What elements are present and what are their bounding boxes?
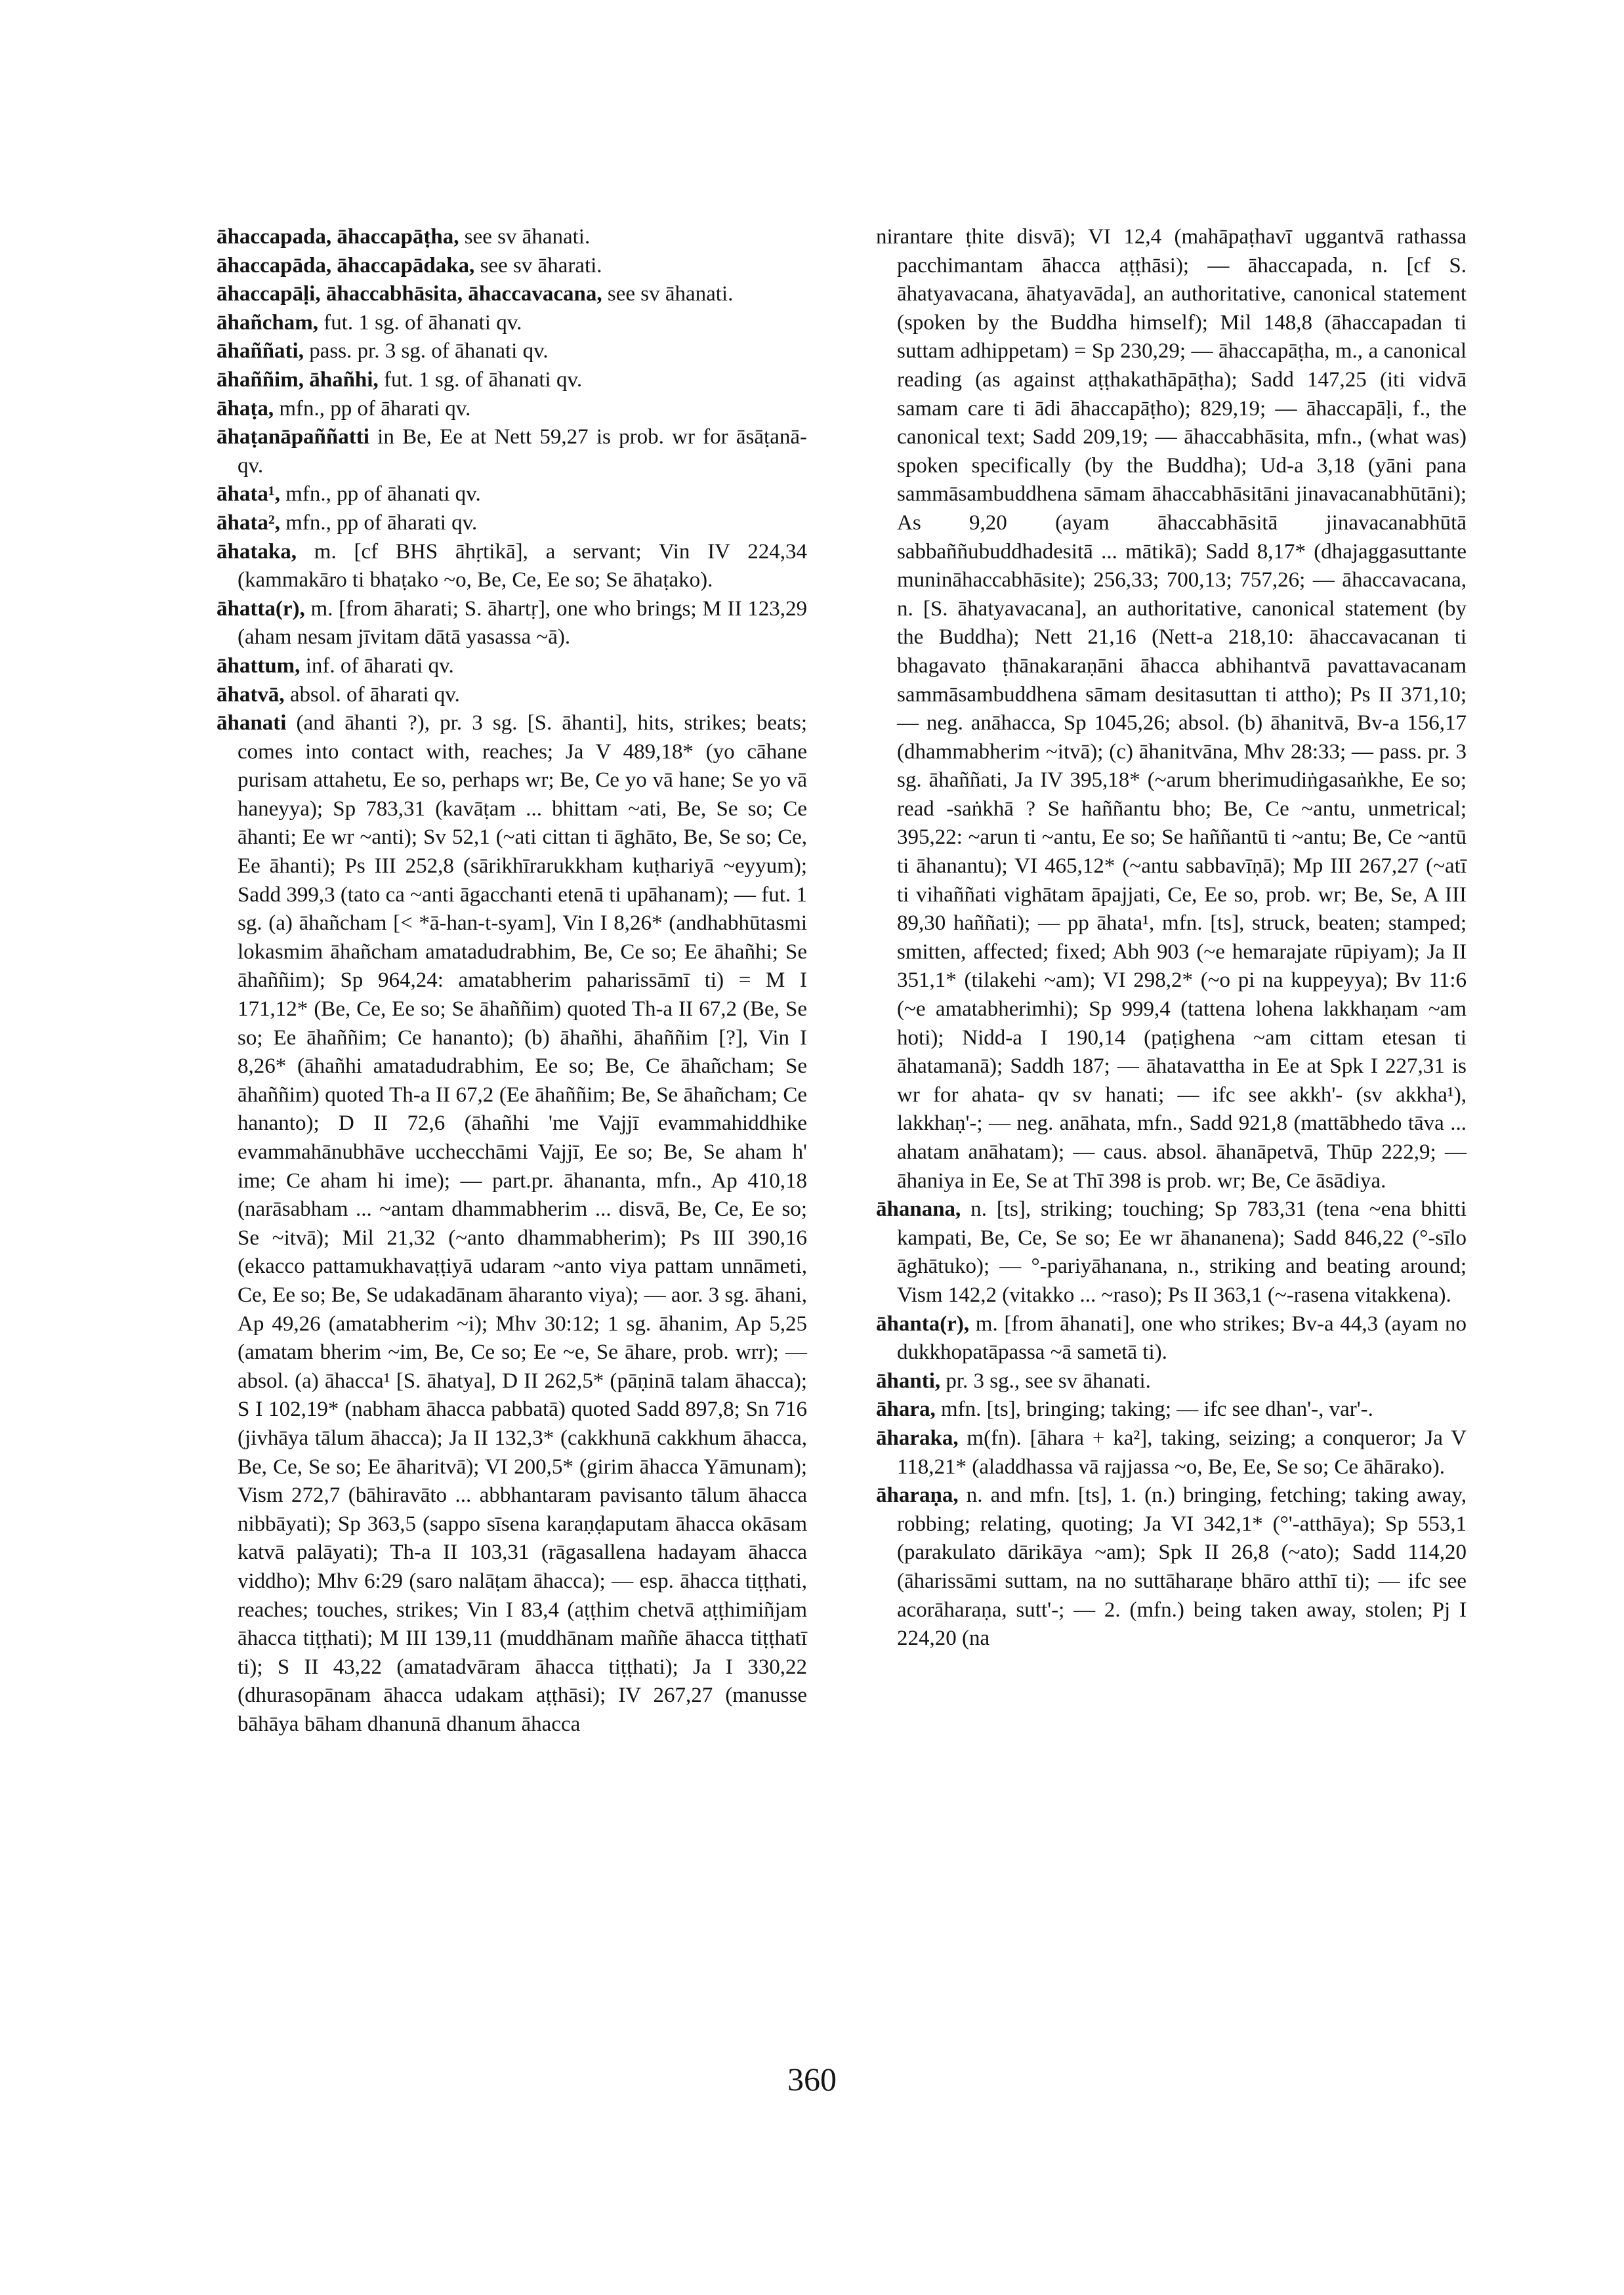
headword: āhataka, <box>217 539 297 564</box>
headword: āhanti, <box>876 1369 941 1393</box>
entry-body: n. and mfn. [ts], 1. (n.) bringing, fetching; taking away, robbing; relating, quoting; Ja VI 342,1* (°'-atthāya); Sp 553,1 (parakulato dārikāya ~am); Spk II 26,8 (~ato); Sadd 114,20 (āharissāmi suttam, na no suttāharaṇe bhāro atthī ti); — ifc see acorāharaṇa, sutt'-; — 2. (mfn.) being taken away, stolen; Pj I 224,20 (na <box>897 1483 1467 1651</box>
dictionary-entry <box>876 1396 1467 1424</box>
entry-body: pass. pr. 3 sg. of āhanati qv. <box>303 339 549 363</box>
dictionary-entry <box>217 595 807 652</box>
entry-body: in Be, Ee at Nett 59,27 is prob. wr for āsāṭanā- qv. <box>238 425 807 478</box>
headword: āhañcham, <box>217 310 318 335</box>
dictionary-entry <box>217 423 807 480</box>
entry-body: mfn., pp of āharati qv. <box>274 396 471 421</box>
page-number: 360 <box>787 2061 837 2098</box>
entry-body: absol. of āharati qv. <box>284 682 460 707</box>
headword: āhaccapada, āhaccapāṭha, <box>217 225 459 249</box>
entry-body: fut. 1 sg. of āhanati qv. <box>318 310 522 335</box>
dictionary-entry <box>217 480 807 509</box>
entry-body: n. [ts], striking; touching; Sp 783,31 (tena ~ena bhitti kampati, Be, Ce, Se so; Ee wr āhananena); Sadd 846,22 (°-sīlo āghātuko); — °-pariyāhanana, n., striking and beating around; Vism 142,2 (vitakko ... ~raso); Ps II 363,1 (~-rasena vitakkena). <box>897 1197 1467 1307</box>
entry-body: m. [cf BHS āhṛtikā], a servant; Vin IV 224,34 (kammakāro ti bhaṭako ~o, Be, Ce, Ee so; Se āhaṭako). <box>238 539 807 592</box>
dictionary-entry <box>217 652 807 681</box>
entry-body: mfn., pp of āharati qv. <box>280 510 478 535</box>
entry-body: see sv āharati. <box>474 253 602 278</box>
headword: āharaka, <box>876 1426 959 1450</box>
headword: āhanta(r), <box>876 1312 970 1336</box>
headword: āhaṭa, <box>217 396 274 421</box>
entry-body: mfn. [ts], bringing; taking; — ifc see dhan'-, var'-. <box>935 1397 1373 1422</box>
headword: āhata², <box>217 510 280 535</box>
headword: āhaṭanāpaññatti <box>217 425 369 449</box>
dictionary-entry <box>217 509 807 538</box>
headword: āhattum, <box>217 653 301 678</box>
entry-body: see sv āhanati. <box>602 282 734 306</box>
dictionary-entry <box>217 366 807 395</box>
headword: āhatvā, <box>217 682 285 707</box>
dictionary-entry <box>217 280 807 309</box>
entry-body: inf. of āharati qv. <box>300 653 454 678</box>
dictionary-entry <box>876 223 1467 1195</box>
entry-body: m(fn). [āhara + ka²], taking, seizing; a conqueror; Ja V 118,21* (aladdhassa vā rajjassa ~o, Be, Ee, Se so; Ce āhārako). <box>897 1426 1467 1479</box>
headword: āhanana, <box>876 1197 961 1222</box>
dictionary-entry <box>876 1367 1467 1396</box>
dictionary-entry <box>217 337 807 366</box>
dictionary-entry <box>217 709 807 1739</box>
dictionary-entry <box>217 538 807 595</box>
headword: āhara, <box>876 1397 936 1422</box>
entry-body: m. [from āharati; S. āhartṛ], one who brings; M II 123,29 (aham nesam jīvitam dātā yasassa ~ā). <box>238 596 807 650</box>
dictionary-entry <box>876 1195 1467 1310</box>
entry-body: (and āhanti ?), pr. 3 sg. [S. āhanti], hits, strikes; beats; comes into contact with, reaches; Ja V 489,18* (yo cāhane purisam attahetu, Ee so, perhaps wr; Be, Ce yo vā hane; Se yo vā haneyya); Sp 783,31 (kavāṭam ... bhittam ~ati, Be, Se so; Ce āhanti; Ee wr ~anti); Sv 52,1 (~ati cittan ti āghāto, Be, Se so; Ce, Ee āhanti); Ps III 252,8 (sārikhīrarukkham kuṭhariyā ~eyyum); Sadd 399,3 (tato ca ~anti āgacchanti etenā ti upāhanam); — fut. 1 sg. (a) āhañcham [< *ā-han-t-syam], Vin I 8,26* (andhabhūtasmi lokasmim āhañcham amatadudrabhim, Be, Ce so; Ee āhañhi; Se āhaññim); Sp 964,24: amatabherim paharissāmī ti) = M I 171,12* (Be, Ce, Ee so; Se āhaññim) quoted Th-a II 67,2 (Be, Se so; Ee āhaññim; Ce hananto); (b) āhañhi, āhaññim [?], Vin I 8,26* (āhañhi amatadudrabhim, Ee so; Be, Ce āhañcham; Se āhaññim) quoted Th-a II 67,2 (Ee āhaññim; Be, Se āhañcham; Ce hananto); D II 72,6 (āhañhi 'me Vajjī evammahiddhike evammahānubhāve ucchecchāmi Vajjī, Ee so; Be, Se aham h' ime; Ce aham hi ime); — part.pr. āhananta, mfn., Ap 410,18 (narāsabham ... ~antam dhammabherim ... disvā, Be, Ce, Ee so; Se ~itvā); Mil 21,32 (~anto dhammabherim); Ps III 390,16 (ekacco pattamukhavaṭṭiyā udaram ~anto viya pattam unnāmeti, Ce, Ee so; Be, Se udakadānam āharanto viya); — aor. 3 sg. āhani, Ap 49,26 (amatabherim ~i); Mhv 30:12; 1 sg. āhanim, Ap 5,25 (amatam bherim ~im, Be, Ce so; Ee ~e, Se āhare, prob. wrr); — absol. (a) āhacca¹ [S. āhatya], D II 262,5* (pāṇinā talam āhacca); S I 102,19* (nabham āhacca pabbatā) quoted Sadd 897,8; Sn 716 (jivhāya tālum āhacca); Ja II 132,3* (cakkhunā cakkhum āhacca, Be, Ce, Se so; Ee āharitvā); VI 200,5* (girim āhacca Yāmunam); Vism 272,7 (bāhiravāto ... abbhantaram pavisanto tālum āhacca nibbāyati); Sp 363,5 (sappo sīsena karaṇḍaputam āhacca okāsam katvā palāyati); Th-a II 103,31 (rāgasallena hadayam āhacca viddho); Mhv 6:29 (saro nalāṭam āhacca); — esp. āhacca tiṭṭhati, reaches; touches, strikes; Vin I 83,4 (aṭṭhim chetvā aṭṭhimiñjam āhacca tiṭṭhati); M III 139,11 (muddhānam maññe āhacca tiṭṭhatī ti); S II 43,22 (amatadvāram āhacca tiṭṭhati); Ja I 330,22 (dhurasopānam āhacca udakam aṭṭhāsi); IV 267,27 (manusse bāhāya bāham dhanunā dhanum āhacca <box>238 711 807 1736</box>
dictionary-entry <box>876 1481 1467 1653</box>
headword: āhaññati, <box>217 339 304 363</box>
dictionary-entry <box>876 1424 1467 1481</box>
entry-body: see sv āhanati. <box>459 225 591 249</box>
entry-body: m. [from āhanati], one who strikes; Bv-a 44,3 (ayam no dukkhopatāpassa ~ā sametā ti). <box>897 1312 1467 1365</box>
entry-body: nirantare ṭhite disvā); VI 12,4 (mahāpaṭhavī uggantvā rathassa pacchimantam āhacca aṭṭhāsi); — āhaccapada, n. [cf S. āhatyavacana, āhatyavāda], an authoritative, canonical statement (spoken by the Buddha himself); Mil 148,8 (āhaccapadan ti suttam adhippetam) = Sp 230,29; — āhaccapāṭha, m., a canonical reading (as against aṭṭhakathāpāṭha); Sadd 147,25 (iti vidvā samam care ti ādi āhaccapāṭho); 829,19; — āhaccapāḷi, f., the canonical text; Sadd 209,19; — āhaccabhāsita, mfn., (what was) spoken specifically (by the Buddha); Ud-a 3,18 (yāni pana sammāsambuddhena sāmam āhaccabhāsitāni jinavacanabhūtāni); As 9,20 (ayam āhaccabhāsitā jinavacanabhūtā sabbaññubuddhadesitā ... mātikā); Sadd 8,17* (dhajaggasuttante munināhaccabhāsite); 256,33; 700,13; 757,26; — āhaccavacana, n. [S. āhatyavacana], an authoritative, canonical statement (by the Buddha); Nett 21,16 (Nett-a 218,10: āhaccavacanan ti bhagavato ṭhānakaraṇāni āhacca abhihantvā pavattavacanam sammāsambuddhena sāmam desitasuttan ti attho); Ps II 371,10; — neg. anāhacca, Sp 1045,26; absol. (b) āhanitvā, Bv-a 156,17 (dhammabherim ~itvā); (c) āhanitvāna, Mhv 28:33; — pass. pr. 3 sg. āhaññati, Ja IV 395,18* (~arum bherimudiṅgasaṅkhe, Ee so; read -saṅkhā ? Se haññantu bho; Be, Ce ~antu, unmetrical; 395,22: ~arun ti ~antu, Ee so; Se haññantū ti ~antu; Be, Ce ~antū ti āhanantu); VI 465,12* (~antu sabbavīṇā); Mp III 267,27 (~atī ti vihaññati vighātam āpajjati, Ce, Ee so, prob. wr; Be, Se, A III 89,30 haññati); — pp āhata¹, mfn. [ts], struck, beaten; stamped; smitten, affected; fixed; Abh 903 (~e hemarajate rūpiyam); Ja II 351,1* (tilakehi ~am); VI 298,2* (~o pi na kuppeyya); Bv 11:6 (~e amatabherimhi); Sp 999,4 (tattena lohena lakkhaṇam ~am hoti); Nidd-a I 190,14 (paṭighena ~am cittam etesan ti āhatamanā); Saddh 187; — āhatavattha in Ee at Spk I 227,31 is wr for ahata- qv sv hanati; — ifc see akkh'- (sv akkha¹), lakkhaṇ'-; — neg. anāhata, mfn., Sadd 921,8 (mattābhedo tāva ... ahatam anāhatam); — caus. absol. āhanāpetvā, Thūp 222,9; — āhaniya in Ee, Se at Thī 398 is prob. wr; Be, Ce āsādiya. <box>876 225 1467 1193</box>
dictionary-entry <box>876 1310 1467 1367</box>
headword: āhaccapāda, āhaccapādaka, <box>217 253 475 278</box>
entry-body: mfn., pp of āhanati qv. <box>280 482 481 507</box>
dictionary-entry <box>217 223 807 252</box>
dictionary-entry <box>217 681 807 710</box>
dictionary-entry <box>217 252 807 281</box>
headword: āhata¹, <box>217 482 280 507</box>
headword: āhatta(r), <box>217 596 305 621</box>
headword: āhanati <box>217 711 287 735</box>
headword: āhaccapāḷi, āhaccabhāsita, āhaccavacana, <box>217 282 602 306</box>
entry-body: fut. 1 sg. of āhanati qv. <box>378 367 583 392</box>
left-column <box>217 223 807 1739</box>
dictionary-entry <box>217 395 807 424</box>
dictionary-entry <box>217 309 807 338</box>
headword: āharaṇa, <box>876 1483 959 1508</box>
right-column <box>876 223 1467 1653</box>
entry-body: pr. 3 sg., see sv āhanati. <box>940 1369 1151 1393</box>
headword: āhaññim, āhañhi, <box>217 367 379 392</box>
